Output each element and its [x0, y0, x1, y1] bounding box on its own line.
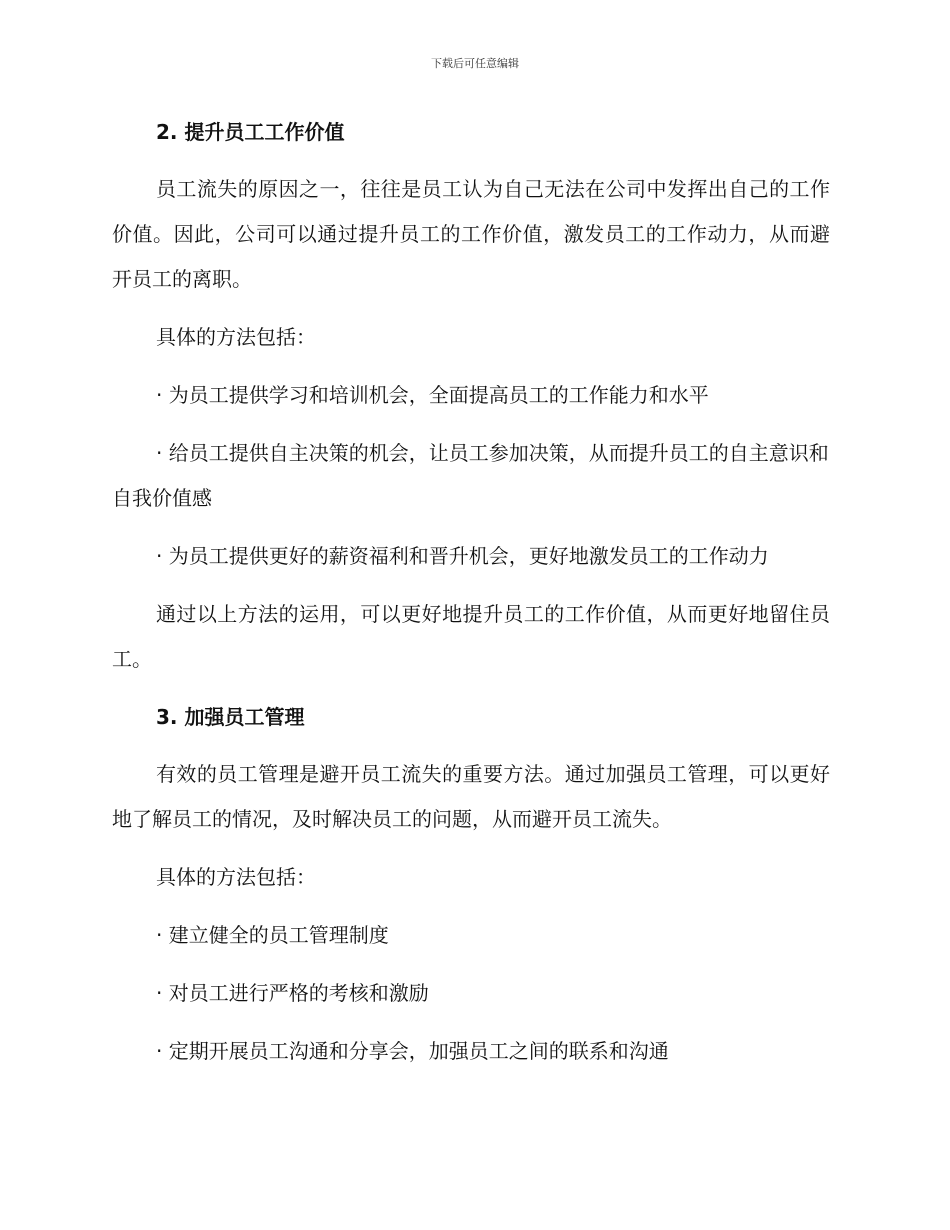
paragraph: 通过以上方法的运用，可以更好地提升员工的工作价值，从而更好地留住员工。 — [112, 602, 830, 671]
paragraph: 员工流失的原因之一，往往是员工认为自己无法在公司中发挥出自己的工作价值。因此，公司可以通过提升员工的工作价值，激发员工的工作动力，从而避开员工的离职。 — [112, 177, 830, 291]
paragraph: 有效的员工管理是避开员工流失的重要方法。通过加强员工管理，可以更好地了解员工的情况，及时解决员工的问题，从而避开员工流失。 — [112, 762, 830, 831]
bullet-item: · 给员工提供自主决策的机会，让员工参加决策，从而提升员工的自主意识和自我价值感 — [112, 441, 829, 510]
bullet-item: · 对员工进行严格的考核和激励 — [156, 981, 429, 1005]
page-header: 下载后可任意编辑 — [431, 57, 519, 70]
section-heading: 3. 加强员工管理 — [156, 705, 305, 729]
bullet-item: · 建立健全的员工管理制度 — [156, 923, 389, 947]
bullet-item: · 定期开展员工沟通和分享会，加强员工之间的联系和沟通 — [156, 1039, 669, 1063]
methods-label: 具体的方法包括： — [156, 865, 316, 889]
bullet-item: · 为员工提供学习和培训机会，全面提高员工的工作能力和水平 — [156, 383, 709, 407]
document-body — [112, 110, 830, 1087]
bullet-item: · 为员工提供更好的薪资福利和晋升机会，更好地激发员工的工作动力 — [156, 544, 769, 568]
section-heading: 2. 提升员工工作价值 — [156, 120, 345, 144]
methods-label: 具体的方法包括： — [156, 325, 316, 349]
